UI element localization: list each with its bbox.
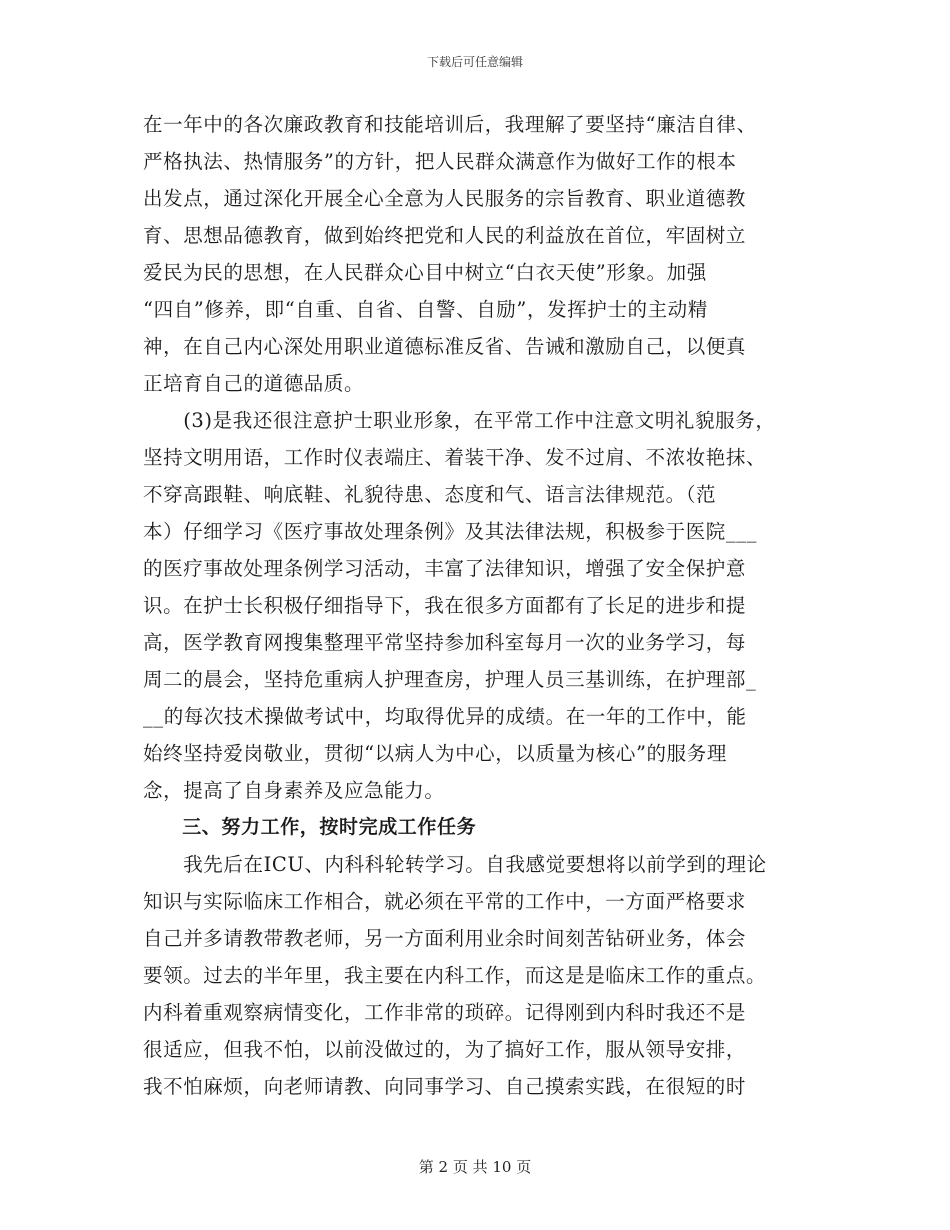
text-line: 神，在自己内心深处用职业道德标准反省、告诫和激励自己，以便真 [143,335,747,358]
page-header: 下载后可任意编辑 [426,55,523,69]
text-line: 不穿高跟鞋、响底鞋、礼貌待患、态度和气、语言法律规范。（范 [143,483,717,506]
text-line: 要领。过去的半年里，我主要在内科工作，而这是是临床工作的重点。 [143,964,767,987]
text-line: __的每次技术操做考试中，均取得优异的成绩。在一年的工作中，能 [143,705,747,728]
text-line: 周二的晨会，坚持危重病人护理查房，护理人员三基训练，在护理部_ [143,668,757,691]
text-line: 识。在护士长积极仔细指导下，我在很多方面都有了长足的进步和提 [143,594,747,617]
text-line: 在一年中的各次廉政教育和技能培训后，我理解了要坚持“廉洁自律、 [143,113,757,136]
text-line: 很适应，但我不怕，以前没做过的，为了搞好工作，服从领导安排， [143,1038,747,1061]
text-line: (3)是我还很注意护士职业形象，在平常工作中注意文明礼貌服务， [143,409,776,432]
text-line: 知识与实际临床工作相合，就必须在平常的工作中，一方面严格要求 [143,890,747,913]
text-line: 正培育自己的道德品质。 [143,372,365,395]
text-line: 出发点，通过深化开展全心全意为人民服务的宗旨教育、职业道德教 [143,187,747,210]
text-line: 坚持文明用语，工作时仪表端庄、着装干净、发不过肩、不浓妆艳抹、 [143,446,767,469]
text-line: 爱民为民的思想，在人民群众心目中树立“白衣天使”形象。加强 [143,261,707,284]
text-line: 育、思想品德教育，做到始终把党和人民的利益放在首位，牢固树立 [143,224,747,247]
text-line: 的医疗事故处理条例学习活动，丰富了法律知识，增强了安全保护意 [143,557,747,580]
text-line: 高，医学教育网搜集整理平常坚持参加科室每月一次的业务学习，每 [143,631,747,654]
text-line: 本）仔细学习《医疗事故处理条例》及其法律法规，积极参于医院___ [143,520,757,543]
text-line: 内科着重观察病情变化，工作非常的琐碎。记得刚到内科时我还不是 [143,1001,747,1024]
text-line: 严格执法、热情服务”的方针，把人民群众满意作为做好工作的根本 [143,150,737,173]
text-line: 我不怕麻烦，向老师请教、向同事学习、自己摸索实践，在很短的时 [143,1075,747,1098]
text-line: “四自”修养，即“自重、自省、自警、自励”，发挥护士的主动精 [143,298,708,321]
section-heading: 三、努力工作，按时完成工作任务 [143,816,477,838]
text-line: 念，提高了自身素养及应急能力。 [143,779,445,802]
document-body [143,106,833,1105]
text-line: 我先后在ICU、内科科轮转学习。自我感觉要想将以前学到的理论 [143,853,767,876]
page-footer: 第 2 页 共 10 页 [418,1158,532,1176]
text-line: 自己并多请教带教老师，另一方面利用业余时间刻苦钻研业务，体会 [143,927,747,950]
text-line: 始终坚持爱岗敬业，贯彻“以病人为中心，以质量为核心”的服务理 [143,742,727,765]
